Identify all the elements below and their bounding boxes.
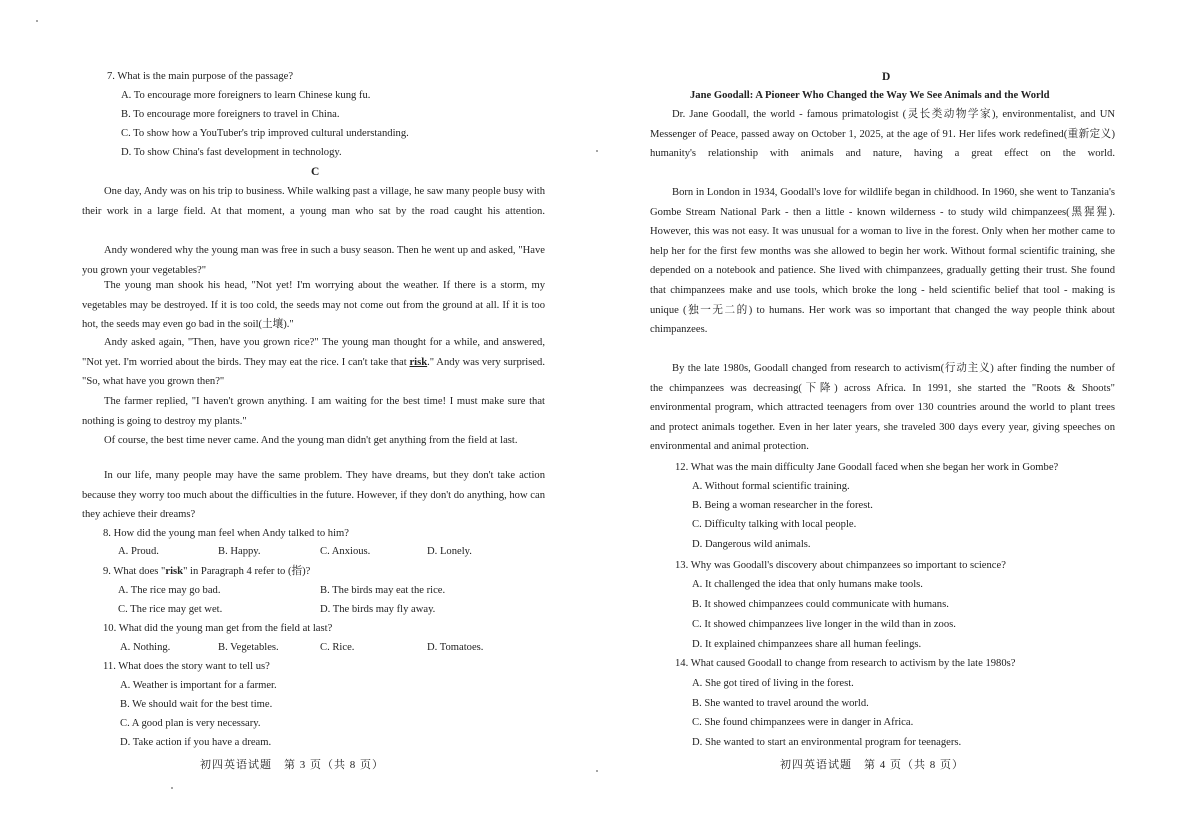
q12-stem: 12. What was the main difficulty Jane Goodall faced when she began her work in Gombe? <box>675 462 1059 473</box>
q12-option-c: C. Difficulty talking with local people. <box>692 519 857 530</box>
right-page <box>600 0 1200 820</box>
scan-speck <box>596 770 598 772</box>
q7-option-d: D. To show China's fast development in technology. <box>121 147 342 158</box>
q10-option-c: C. Rice. <box>320 642 355 653</box>
q12-option-b: B. Being a woman researcher in the forest. <box>692 500 873 511</box>
q9-option-b: B. The birds may eat the rice. <box>320 585 446 596</box>
q11-stem: 11. What does the story want to tell us? <box>103 661 270 672</box>
scan-speck <box>171 787 173 789</box>
q8-option-b: B. Happy. <box>218 546 261 557</box>
paragraph-4-text-b: ." Andy was very surprised. "So, what have you grown then?" <box>82 356 545 388</box>
q10-option-a: A. Nothing. <box>120 642 171 653</box>
risk-word: risk <box>409 356 428 368</box>
q13-option-c: C. It showed chimpanzees live longer in the wild than in zoos. <box>692 619 956 630</box>
q14-option-c: C. She found chimpanzees were in danger in Africa. <box>692 717 914 728</box>
passage-d-paragraph-2: Born in London in 1934, Goodall's love for wildlife began in childhood. In 1960, she went to Tanzania's Gombe Stream National Park - then a little - known wilderness - to study wild chimpanzees(黑猩猩). However, this was not easy. It was unusual for a woman to live in the forest. Only when her mother came to help her for the first few months was she allowed to begin her work. Without formal scientific training, she depended on a notebook and patience. She lived with chimpanzees, gradually getting their trust. She found that chimpanzees make and use tools, which broke the long - held scientific belief that tool - making is unique (独一无二的) to humans. Her work was so important that changed the way people think about chimpanzees. <box>650 187 1115 336</box>
q11-option-c: C. A good plan is very necessary. <box>120 718 261 729</box>
passage-c-paragraph-7: In our life, many people may have the same problem. They have dreams, but they don't take action because they worry too much about the difficulties in the future. However, if they don't do anything, how can they achieve their dreams? <box>82 470 545 521</box>
q14-option-d: D. She wanted to start an environmental program for teenagers. <box>692 737 962 748</box>
q14-stem: 14. What caused Goodall to change from research to activism by the late 1980s? <box>675 658 1016 669</box>
q9-stem <box>103 565 310 579</box>
q9-risk-word: risk <box>165 566 184 577</box>
scan-speck <box>36 20 38 22</box>
q8-option-c: C. Anxious. <box>320 546 371 557</box>
q14-option-b: B. She wanted to travel around the world. <box>692 698 869 709</box>
q12-option-d: D. Dangerous wild animals. <box>692 539 811 550</box>
q13-option-a: A. It challenged the idea that only humans make tools. <box>692 579 923 590</box>
q9-option-a: A. The rice may go bad. <box>118 585 221 596</box>
q12-option-a: A. Without formal scientific training. <box>692 481 850 492</box>
passage-d-title: Jane Goodall: A Pioneer Who Changed the Way We See Animals and the World <box>690 90 1050 101</box>
paragraph-4-text-a: Andy asked again, "Then, have you grown rice?" The young man thought for a while, and answered, "Not yet. I'm worried about the birds. They may eat the rice. I can't take that <box>82 337 545 368</box>
q9-stem-a: 9. What does " <box>103 566 166 577</box>
q10-option-b: B. Vegetables. <box>218 642 279 653</box>
passage-c-paragraph-5: The farmer replied, "I haven't grown anything. I am waiting for the best time! I must make sure that nothing is going to destroy my plants." <box>82 396 545 427</box>
q8-stem: 8. How did the young man feel when Andy talked to him? <box>103 528 349 539</box>
q10-option-d: D. Tomatoes. <box>427 642 484 653</box>
q9-stem-b: " in Paragraph 4 refer to (指)? <box>183 566 311 577</box>
passage-d-paragraph-3: By the late 1980s, Goodall changed from research to activism(行动主义) after finding the number of the chimpanzees was decreasing(下降) across Africa. In 1991, she started the "Roots & Shoots" environmental program, which attracted teenagers from over 130 countries around the world to plant trees and protect animals together. Even in her later years, she traveled 300 days every year, giving speeches on environmental and animal protection. <box>650 363 1115 453</box>
passage-c-paragraph-2: Andy wondered why the young man was free in such a busy season. Then he went up and asked, "Have you grown your vegetables?" <box>82 245 545 276</box>
q13-stem: 13. Why was Goodall's discovery about chimpanzees so important to science? <box>675 560 1006 571</box>
q7-option-c: C. To show how a YouTuber's trip improved cultural understanding. <box>121 128 409 139</box>
scan-speck <box>596 150 598 152</box>
q7-option-b: B. To encourage more foreigners to travel in China. <box>121 109 340 120</box>
q8-option-d: D. Lonely. <box>427 546 472 557</box>
passage-c-paragraph-1: One day, Andy was on his trip to business. While walking past a village, he saw many people busy with their work in a large field. At that moment, a young man who sat by the road caught his attention. <box>82 186 545 217</box>
section-c-heading: C <box>311 166 320 178</box>
q10-stem: 10. What did the young man get from the field at last? <box>103 623 333 634</box>
passage-c-paragraph-4 <box>82 333 545 392</box>
passage-c-paragraph-6: Of course, the best time never came. And the young man didn't get anything from the field at last. <box>104 435 518 446</box>
q11-option-b: B. We should wait for the best time. <box>120 699 273 710</box>
q13-option-d: D. It explained chimpanzees share all human feelings. <box>692 639 922 650</box>
q11-option-a: A. Weather is important for a farmer. <box>120 680 277 691</box>
q9-option-d: D. The birds may fly away. <box>320 604 436 615</box>
q8-option-a: A. Proud. <box>118 546 159 557</box>
q11-option-d: D. Take action if you have a dream. <box>120 737 272 748</box>
passage-c-paragraph-3: The young man shook his head, "Not yet! I'm worrying about the weather. If there is a storm, my vegetables may be destroyed. If it is too cold, the seeds may not come out from the ground at all. If it is too hot, the seeds may even go bad in the soil(土壤)." <box>82 280 545 331</box>
q14-option-a: A. She got tired of living in the forest. <box>692 678 854 689</box>
right-page-footer: 初四英语试题 第 4 页（共 8 页） <box>780 759 964 771</box>
q7-option-a: A. To encourage more foreigners to learn Chinese kung fu. <box>121 90 371 101</box>
left-page-footer: 初四英语试题 第 3 页（共 8 页） <box>200 759 384 771</box>
passage-d-paragraph-1: Dr. Jane Goodall, the world - famous primatologist (灵长类动物学家), environmentalist, and UN Messenger of Peace, passed away on October 1, 2025, at the age of 91. Her lifes work redefined(重新定义) humanity's relationship with animals and nature, having a great effect on the world. <box>650 109 1115 160</box>
q7-stem: 7. What is the main purpose of the passage? <box>107 71 294 82</box>
section-d-heading: D <box>882 71 891 83</box>
q13-option-b: B. It showed chimpanzees could communicate with humans. <box>692 599 949 610</box>
q9-option-c: C. The rice may get wet. <box>118 604 223 615</box>
